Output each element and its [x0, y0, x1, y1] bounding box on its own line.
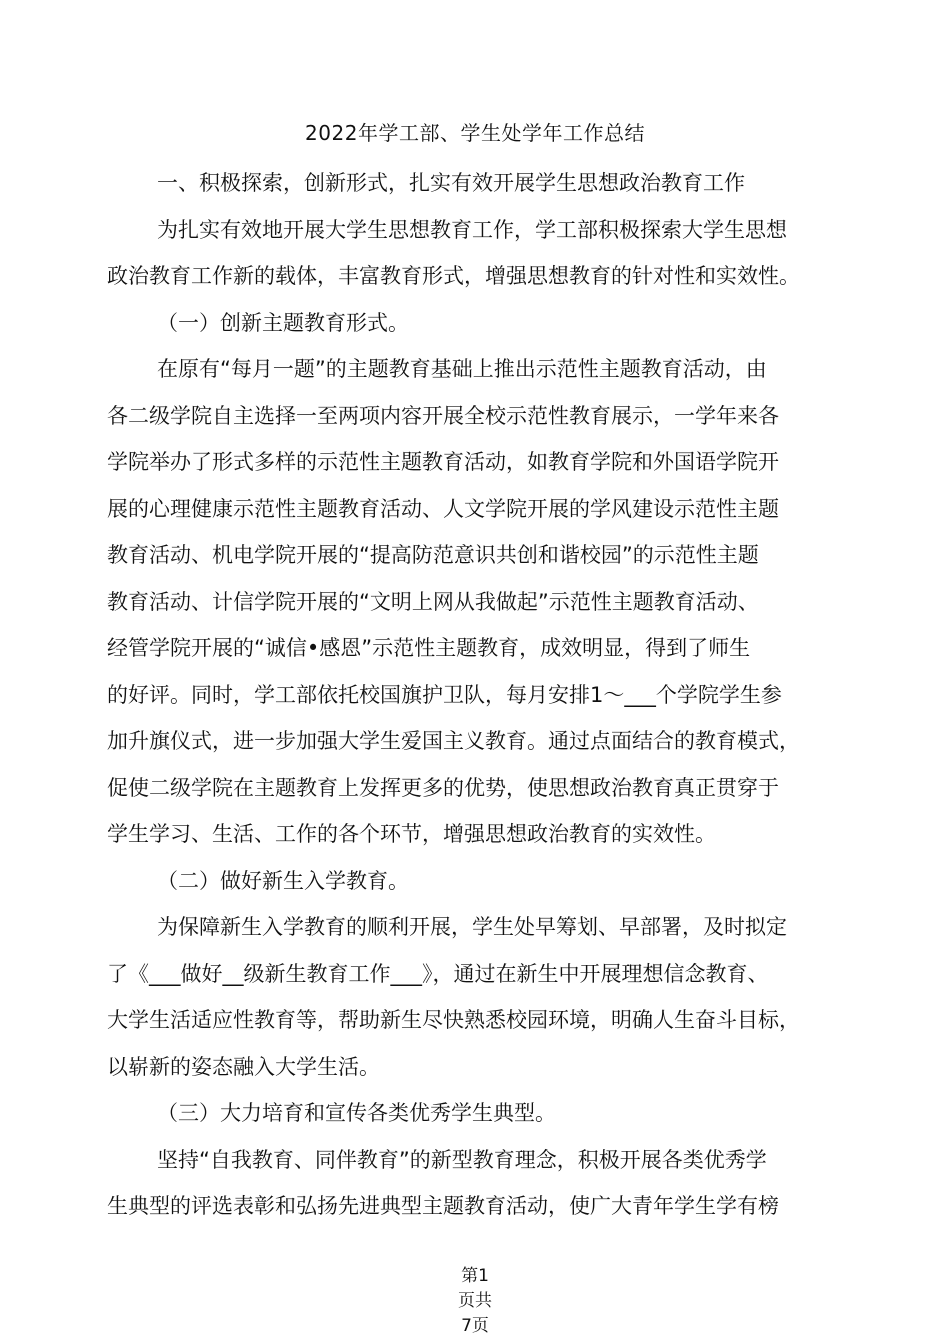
paragraph-line: 教育活动、计信学院开展的“文明上网从我做起”示范性主题教育活动、 [107, 589, 759, 614]
paragraph-line: 大学生活适应性教育等，帮助新生尽快熟悉校园环境，明确人生奋斗目标， [107, 1008, 800, 1032]
paragraph-line: 学院举办了形式多样的示范性主题教育活动，如教育学院和外国语学院开 [107, 450, 779, 474]
subsection-heading: （二）做好新生入学教育。 [157, 868, 409, 893]
paragraph-line: 的好评。同时，学工部依托校国旗护卫队，每月安排1～___个学院学生参 [107, 682, 782, 707]
paragraph-line: 经管学院开展的“诚信•感恩”示范性主题教育，成效明显，得到了师生 [107, 636, 751, 660]
paragraph-line: 了《___做好__级新生教育工作___》，通过在新生中开展理想信念教育、 [107, 961, 769, 986]
paragraph-line: 政治教育工作新的载体，丰富教育形式，增强思想教育的针对性和实效性。 [107, 264, 800, 288]
paragraph-line: 教育活动、机电学院开展的“提高防范意识共创和谐校园”的示范性主题 [107, 543, 759, 567]
paragraph-line: 各二级学院自主选择一至两项内容开展全校示范性教育展示，一学年来各 [107, 403, 779, 428]
page-number-line: 7页 [461, 1316, 489, 1336]
subsection-heading: （三）大力培育和宣传各类优秀学生典型。 [157, 1101, 556, 1125]
page-number-line: 第1 [461, 1266, 489, 1286]
paragraph-line: 展的心理健康示范性主题教育活动、人文学院开展的学风建设示范性主题 [107, 496, 779, 521]
paragraph-line: 为扎实有效地开展大学生思想教育工作，学工部积极探索大学生思想 [157, 217, 787, 242]
document-body [107, 160, 843, 1230]
paragraph-line: 以崭新的姿态融入大学生活。 [107, 1054, 380, 1079]
paragraph-line: 坚持“自我教育、同伴教育”的新型教育理念，积极开展各类优秀学 [157, 1147, 767, 1172]
subsection-heading: （一）创新主题教育形式。 [157, 310, 409, 335]
paragraph-line: 促使二级学院在主题教育上发挥更多的优势，使思想政治教育真正贯穿于 [107, 775, 779, 800]
page-number-line: 页共 [458, 1291, 492, 1311]
paragraph-line: 学生学习、生活、工作的各个环节，增强思想政治教育的实效性。 [107, 822, 716, 846]
page-number-footer [0, 1264, 950, 1339]
paragraph-line: 生典型的评选表彰和弘扬先进典型主题教育活动，使广大青年学生学有榜 [107, 1194, 779, 1218]
paragraph-line: 加升旗仪式，进一步加强大学生爱国主义教育。通过点面结合的教育模式， [107, 729, 800, 753]
document-title: 2022年学工部、学生处学年工作总结 [305, 121, 645, 145]
section-heading: 一、积极探索，创新形式，扎实有效开展学生思想政治教育工作 [157, 171, 745, 195]
paragraph-line: 在原有“每月一题”的主题教育基础上推出示范性主题教育活动，由 [157, 357, 767, 381]
paragraph-line: 为保障新生入学教育的顺利开展，学生处早筹划、早部署，及时拟定 [157, 915, 787, 939]
